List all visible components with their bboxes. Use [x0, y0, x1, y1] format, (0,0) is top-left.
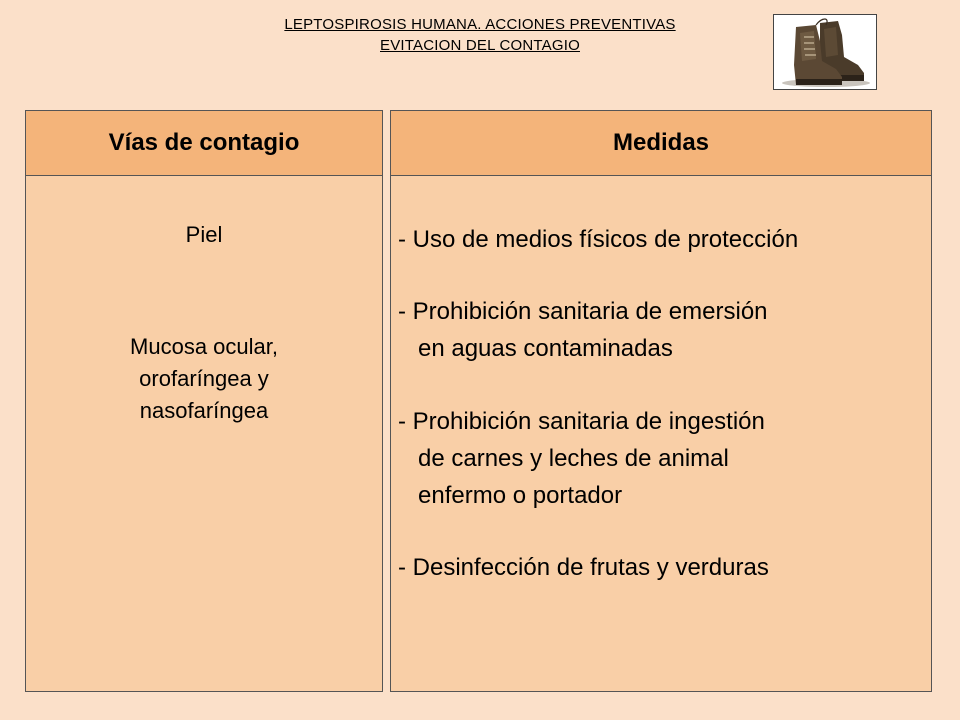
measures-header: Medidas	[391, 111, 931, 176]
measure-item	[398, 549, 928, 586]
route-line: Mucosa ocular,	[130, 334, 278, 359]
measure-line: - Uso de medios físicos de protección	[398, 226, 799, 253]
boots-photo-icon	[774, 15, 876, 89]
route-line: orofaríngea y	[139, 366, 269, 391]
measure-line: enfermo o portador	[418, 482, 623, 509]
title-line-2: EVITACION DEL CONTAGIO	[380, 37, 580, 54]
route-line: Piel	[185, 222, 223, 247]
slide-title	[170, 14, 790, 56]
route-item-skin	[26, 219, 382, 251]
measure-line: de carnes y leches de animal	[418, 445, 729, 472]
title-line-1: LEPTOSPIROSIS HUMANA. ACCIONES PREVENTIVAS	[284, 16, 676, 33]
measure-line: - Prohibición sanitaria de ingestión	[398, 408, 765, 435]
route-line: nasofaríngea	[139, 398, 269, 423]
boots-image	[773, 14, 877, 90]
measure-item	[398, 221, 928, 258]
contagion-routes-column	[25, 110, 383, 692]
measure-line: - Desinfección de frutas y verduras	[398, 554, 769, 581]
measure-item	[398, 403, 928, 514]
measure-item	[398, 293, 928, 367]
measure-line: - Prohibición sanitaria de emersión	[398, 298, 768, 325]
contagion-routes-header: Vías de contagio	[26, 111, 382, 176]
route-item-mucosa	[26, 331, 382, 427]
measures-column	[390, 110, 932, 692]
measure-line: en aguas contaminadas	[418, 335, 673, 362]
